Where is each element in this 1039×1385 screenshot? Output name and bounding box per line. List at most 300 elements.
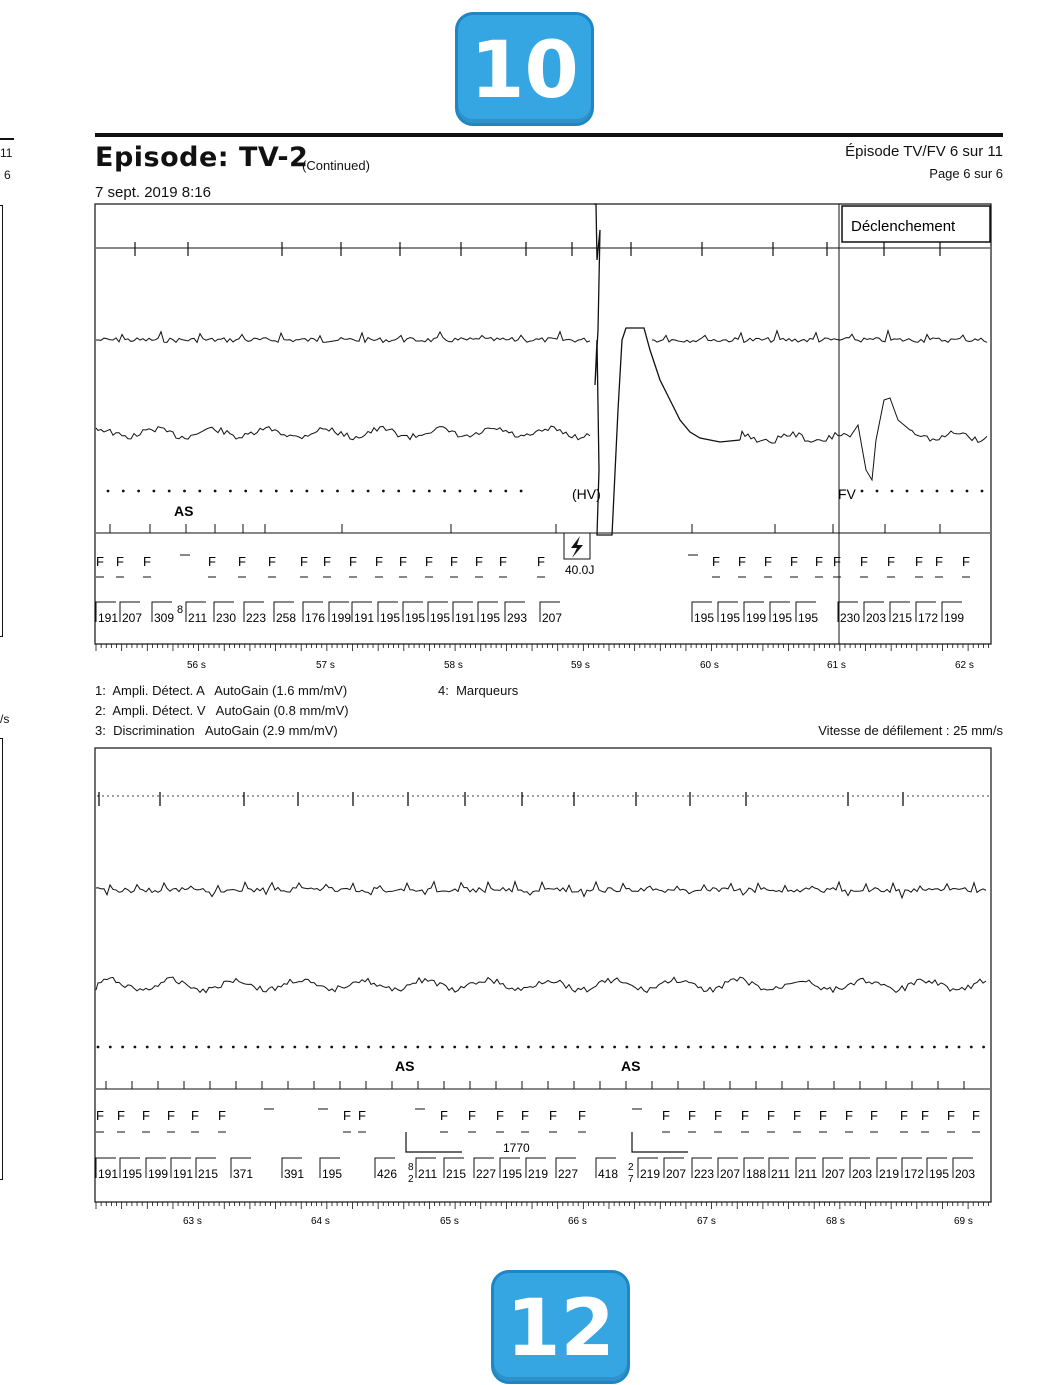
marker-dot bbox=[951, 490, 954, 493]
baseline-dot bbox=[527, 795, 528, 796]
f-marker: F bbox=[425, 554, 433, 569]
interval-value: 195 bbox=[929, 1167, 950, 1181]
baseline-dot bbox=[367, 795, 368, 796]
strip2-channel-2 bbox=[96, 882, 986, 898]
marker-dot bbox=[137, 490, 140, 493]
baseline-dot bbox=[247, 795, 248, 796]
baseline-dot bbox=[167, 795, 168, 796]
interval-value: 203 bbox=[852, 1167, 873, 1181]
interval-value: 203 bbox=[866, 611, 887, 625]
long-interval-bracket-a bbox=[406, 1132, 462, 1152]
egm-strip-2 bbox=[0, 740, 1039, 1240]
baseline-dot bbox=[707, 795, 708, 796]
interval-value: 207 bbox=[122, 611, 143, 625]
baseline-dot bbox=[887, 795, 888, 796]
axis-label: 58 s bbox=[444, 660, 463, 671]
baseline-dot bbox=[387, 795, 388, 796]
baseline-dot bbox=[307, 795, 308, 796]
baseline-dot bbox=[322, 795, 323, 796]
marker-dot bbox=[355, 1046, 358, 1049]
strip2-marker-ticks bbox=[106, 1081, 964, 1089]
interval-value: 215 bbox=[446, 1167, 467, 1181]
baseline-dot bbox=[157, 795, 158, 796]
baseline-dot bbox=[362, 795, 363, 796]
page-badge-bottom: 12 bbox=[491, 1270, 630, 1384]
legend-channel-1: 1: Ampli. Détect. A AutoGain (1.6 mm/mV) bbox=[95, 683, 348, 698]
f-marker: F bbox=[860, 554, 868, 569]
baseline-dot bbox=[807, 795, 808, 796]
baseline-dot bbox=[217, 795, 218, 796]
baseline-dot bbox=[792, 795, 793, 796]
baseline-dot bbox=[142, 795, 143, 796]
marker-dot bbox=[810, 1046, 813, 1049]
marker-dot bbox=[982, 1046, 985, 1049]
marker-dot bbox=[908, 1046, 911, 1049]
left-edge-text-2: 6 bbox=[4, 168, 11, 182]
baseline-dot bbox=[437, 795, 438, 796]
baseline-dot bbox=[712, 795, 713, 796]
marker-dot bbox=[650, 1046, 653, 1049]
strip2-small-mark-2: 2 bbox=[408, 1174, 414, 1185]
marker-dot bbox=[613, 1046, 616, 1049]
f-marker: F bbox=[208, 554, 216, 569]
interval-value: 195 bbox=[798, 611, 819, 625]
marker-dot bbox=[404, 1046, 407, 1049]
f-marker: F bbox=[921, 1108, 929, 1123]
f-marker: F bbox=[475, 554, 483, 569]
strip2-small-mark-3: 2 bbox=[628, 1162, 634, 1173]
baseline-dot bbox=[952, 795, 953, 796]
strip1-channel-3 bbox=[96, 398, 987, 480]
baseline-dot bbox=[372, 795, 373, 796]
interval-value: 223 bbox=[694, 1167, 715, 1181]
baseline-dot bbox=[882, 795, 883, 796]
episode-date: 7 sept. 2019 8:16 bbox=[95, 184, 211, 201]
baseline-dot bbox=[487, 795, 488, 796]
axis-label: 62 s bbox=[955, 660, 974, 671]
axis-label: 65 s bbox=[440, 1216, 459, 1227]
f-marker: F bbox=[117, 1108, 125, 1123]
axis-label: 67 s bbox=[697, 1216, 716, 1227]
shock-artifact bbox=[594, 204, 740, 535]
baseline-dot bbox=[552, 795, 553, 796]
f-marker: F bbox=[116, 554, 124, 569]
interval-value: 199 bbox=[746, 611, 767, 625]
interval-value: 199 bbox=[331, 611, 352, 625]
strip1-time-axis bbox=[96, 644, 989, 671]
marker-dot bbox=[891, 490, 894, 493]
f-marker: F bbox=[935, 554, 943, 569]
strip2-f-markers bbox=[96, 1108, 980, 1132]
interval-value: 172 bbox=[904, 1167, 925, 1181]
interval-value: 191 bbox=[173, 1167, 194, 1181]
axis-label: 61 s bbox=[827, 660, 846, 671]
marker-dot bbox=[601, 1046, 604, 1049]
baseline-dot bbox=[967, 795, 968, 796]
marker-dot bbox=[861, 490, 864, 493]
marker-dot bbox=[121, 1046, 124, 1049]
baseline-dot bbox=[802, 795, 803, 796]
marker-dot bbox=[244, 490, 247, 493]
baseline-dot bbox=[182, 795, 183, 796]
strip1-frame bbox=[95, 204, 991, 644]
baseline-dot bbox=[607, 795, 608, 796]
f-marker: F bbox=[845, 1108, 853, 1123]
f-marker: F bbox=[793, 1108, 801, 1123]
baseline-dot bbox=[757, 795, 758, 796]
baseline-dot bbox=[532, 795, 533, 796]
baseline-dot bbox=[797, 795, 798, 796]
interval-value: 258 bbox=[276, 611, 297, 625]
baseline-dot bbox=[492, 795, 493, 796]
baseline-dot bbox=[292, 795, 293, 796]
baseline-dot bbox=[107, 795, 108, 796]
strip2-small-mark-1: 8 bbox=[408, 1162, 414, 1173]
marker-dot bbox=[872, 1046, 875, 1049]
marker-dot bbox=[970, 1046, 973, 1049]
marker-dot bbox=[351, 490, 354, 493]
baseline-dot bbox=[542, 795, 543, 796]
interval-value: 195 bbox=[122, 1167, 143, 1181]
interval-value: 207 bbox=[825, 1167, 846, 1181]
marker-dot bbox=[736, 1046, 739, 1049]
marker-dot bbox=[859, 1046, 862, 1049]
baseline-dot bbox=[647, 795, 648, 796]
baseline-dot bbox=[207, 795, 208, 796]
baseline-dot bbox=[642, 795, 643, 796]
marker-dot bbox=[884, 1046, 887, 1049]
strip1-marker-ticks bbox=[110, 524, 940, 533]
marker-dot bbox=[343, 1046, 346, 1049]
marker-dot bbox=[576, 1046, 579, 1049]
f-marker: F bbox=[96, 554, 104, 569]
baseline-dot bbox=[912, 795, 913, 796]
strip2-channel-3 bbox=[96, 977, 986, 992]
interval-value: 230 bbox=[216, 611, 237, 625]
baseline-dot bbox=[397, 795, 398, 796]
marker-dot bbox=[589, 1046, 592, 1049]
baseline-dot bbox=[442, 795, 443, 796]
interval-value: 188 bbox=[746, 1167, 767, 1181]
baseline-dot bbox=[862, 795, 863, 796]
strip1-small-mark: 8 bbox=[177, 604, 184, 616]
marker-dot bbox=[336, 490, 339, 493]
baseline-dot bbox=[187, 795, 188, 796]
f-marker: F bbox=[962, 554, 970, 569]
baseline-dot bbox=[737, 795, 738, 796]
baseline-dot bbox=[732, 795, 733, 796]
baseline-dot bbox=[622, 795, 623, 796]
strip2-small-mark-4: 7 bbox=[628, 1174, 634, 1185]
baseline-dot bbox=[152, 795, 153, 796]
baseline-dot bbox=[927, 795, 928, 796]
marker-dot bbox=[269, 1046, 272, 1049]
baseline-dot bbox=[672, 795, 673, 796]
interval-value: 195 bbox=[322, 1167, 343, 1181]
axis-label: 68 s bbox=[826, 1216, 845, 1227]
marker-dot bbox=[675, 1046, 678, 1049]
baseline-dot bbox=[212, 795, 213, 796]
interval-value: 223 bbox=[246, 611, 267, 625]
baseline-dot bbox=[137, 795, 138, 796]
interval-value: 195 bbox=[430, 611, 451, 625]
marker-dot bbox=[504, 490, 507, 493]
axis-label: 64 s bbox=[311, 1216, 330, 1227]
marker-dot bbox=[257, 1046, 260, 1049]
strip1-ch1-spikes bbox=[135, 242, 940, 256]
marker-dot bbox=[367, 1046, 370, 1049]
baseline-dot bbox=[957, 795, 958, 796]
long-interval-bracket-b bbox=[632, 1132, 688, 1152]
baseline-dot bbox=[417, 795, 418, 796]
legend-channel-4: 4: Marqueurs bbox=[438, 683, 519, 698]
baseline-dot bbox=[897, 795, 898, 796]
marker-dot bbox=[503, 1046, 506, 1049]
baseline-dot bbox=[652, 795, 653, 796]
f-marker: F bbox=[399, 554, 407, 569]
marker-dot bbox=[699, 1046, 702, 1049]
f-marker: F bbox=[96, 1108, 104, 1123]
baseline-dot bbox=[562, 795, 563, 796]
baseline-dot bbox=[722, 795, 723, 796]
baseline-dot bbox=[192, 795, 193, 796]
baseline-dot bbox=[892, 795, 893, 796]
f-marker: F bbox=[972, 1108, 980, 1123]
baseline-dot bbox=[677, 795, 678, 796]
interval-value: 199 bbox=[148, 1167, 169, 1181]
strip2-marker-dots bbox=[97, 1046, 985, 1049]
marker-dot bbox=[638, 1046, 641, 1049]
marker-dot bbox=[183, 490, 186, 493]
baseline-dot bbox=[132, 795, 133, 796]
f-marker: F bbox=[521, 1108, 529, 1123]
baseline-dot bbox=[687, 795, 688, 796]
baseline-dot bbox=[592, 795, 593, 796]
baseline-dot bbox=[752, 795, 753, 796]
marker-dot bbox=[847, 1046, 850, 1049]
f-marker: F bbox=[142, 1108, 150, 1123]
baseline-dot bbox=[817, 795, 818, 796]
baseline-dot bbox=[587, 795, 588, 796]
baseline-dot bbox=[962, 795, 963, 796]
interval-value: 191 bbox=[455, 611, 476, 625]
baseline-dot bbox=[412, 795, 413, 796]
baseline-dot bbox=[502, 795, 503, 796]
f-marker: F bbox=[887, 554, 895, 569]
baseline-dot bbox=[477, 795, 478, 796]
baseline-dot bbox=[692, 795, 693, 796]
baseline-dot bbox=[422, 795, 423, 796]
interval-value: 227 bbox=[558, 1167, 579, 1181]
page-badge-top: 10 bbox=[455, 12, 594, 126]
interval-value: 191 bbox=[98, 1167, 119, 1181]
f-marker: F bbox=[833, 554, 841, 569]
axis-label: 56 s bbox=[187, 660, 206, 671]
baseline-dot bbox=[782, 795, 783, 796]
baseline-dot bbox=[327, 795, 328, 796]
axis-label: 60 s bbox=[700, 660, 719, 671]
baseline-dot bbox=[432, 795, 433, 796]
marker-dot bbox=[380, 1046, 383, 1049]
interval-value: 227 bbox=[476, 1167, 497, 1181]
baseline-dot bbox=[942, 795, 943, 796]
axis-label: 57 s bbox=[316, 660, 335, 671]
baseline-dot bbox=[932, 795, 933, 796]
baseline-dot bbox=[657, 795, 658, 796]
f-marker: F bbox=[688, 1108, 696, 1123]
interval-value: 309 bbox=[154, 611, 175, 625]
baseline-dot bbox=[497, 795, 498, 796]
marker-dot bbox=[835, 1046, 838, 1049]
baseline-dot bbox=[557, 795, 558, 796]
marker-dot bbox=[474, 490, 477, 493]
baseline-dot bbox=[772, 795, 773, 796]
baseline-dot bbox=[102, 795, 103, 796]
interval-value: 195 bbox=[772, 611, 793, 625]
marker-dot bbox=[773, 1046, 776, 1049]
baseline-dot bbox=[907, 795, 908, 796]
f-marker: F bbox=[450, 554, 458, 569]
baseline-dot bbox=[762, 795, 763, 796]
baseline-dot bbox=[447, 795, 448, 796]
baseline-dot bbox=[357, 795, 358, 796]
marker-dot bbox=[198, 490, 201, 493]
marker-dot bbox=[489, 490, 492, 493]
baseline-dot bbox=[582, 795, 583, 796]
left-edge-text-3: /s bbox=[0, 712, 10, 726]
baseline-dot bbox=[717, 795, 718, 796]
marker-dot bbox=[429, 1046, 432, 1049]
f-marker: F bbox=[440, 1108, 448, 1123]
f-marker: F bbox=[947, 1108, 955, 1123]
interval-value: 215 bbox=[198, 1167, 219, 1181]
page-number: Page 6 sur 6 bbox=[929, 166, 1003, 181]
baseline-dot bbox=[267, 795, 268, 796]
f-marker: F bbox=[191, 1108, 199, 1123]
episode-title: Episode: TV-2 bbox=[95, 142, 309, 173]
marker-dot bbox=[392, 1046, 395, 1049]
baseline-dot bbox=[612, 795, 613, 796]
baseline-dot bbox=[822, 795, 823, 796]
baseline-dot bbox=[237, 795, 238, 796]
marker-dot bbox=[749, 1046, 752, 1049]
f-marker: F bbox=[167, 1108, 175, 1123]
marker-dot bbox=[936, 490, 939, 493]
marker-dot bbox=[367, 490, 370, 493]
marker-dot bbox=[158, 1046, 161, 1049]
baseline-dot bbox=[977, 795, 978, 796]
baseline-dot bbox=[127, 795, 128, 796]
interval-value: 211 bbox=[771, 1167, 791, 1181]
baseline-dot bbox=[382, 795, 383, 796]
f-marker: F bbox=[738, 554, 746, 569]
interval-value: 172 bbox=[918, 611, 939, 625]
marker-dot bbox=[318, 1046, 321, 1049]
marker-dot bbox=[306, 1046, 309, 1049]
as-label-strip2-b: AS bbox=[621, 1058, 641, 1074]
baseline-dot bbox=[617, 795, 618, 796]
f-marker: F bbox=[712, 554, 720, 569]
baseline-dot bbox=[312, 795, 313, 796]
as-label-strip2-a: AS bbox=[395, 1058, 415, 1074]
marker-dot bbox=[459, 490, 462, 493]
long-interval-label: 1770 bbox=[503, 1141, 530, 1155]
marker-dot bbox=[520, 490, 523, 493]
interval-value: 371 bbox=[233, 1167, 254, 1181]
baseline-dot bbox=[947, 795, 948, 796]
baseline-dot bbox=[392, 795, 393, 796]
baseline-dot bbox=[702, 795, 703, 796]
marker-dot bbox=[906, 490, 909, 493]
interval-value: 219 bbox=[879, 1167, 900, 1181]
legend-channel-2: 2: Ampli. Détect. V AutoGain (0.8 mm/mV) bbox=[95, 703, 349, 718]
f-marker: F bbox=[300, 554, 308, 569]
shock-energy: 40.0J bbox=[565, 563, 595, 577]
marker-dot bbox=[921, 490, 924, 493]
marker-dot bbox=[306, 490, 309, 493]
strip1-channel-2 bbox=[96, 331, 987, 343]
interval-value: 418 bbox=[598, 1167, 619, 1181]
baseline-dot bbox=[347, 795, 348, 796]
baseline-dot bbox=[427, 795, 428, 796]
f-marker: F bbox=[815, 554, 823, 569]
baseline-dot bbox=[777, 795, 778, 796]
baseline-dot bbox=[272, 795, 273, 796]
marker-dot bbox=[122, 490, 125, 493]
marker-dot bbox=[170, 1046, 173, 1049]
baseline-dot bbox=[122, 795, 123, 796]
marker-dot bbox=[921, 1046, 924, 1049]
continued-label: (Continued) bbox=[302, 158, 370, 173]
interval-value: 211 bbox=[418, 1167, 438, 1181]
baseline-dot bbox=[197, 795, 198, 796]
strip2-intervals bbox=[96, 1158, 975, 1181]
baseline-dot bbox=[482, 795, 483, 796]
baseline-dot bbox=[667, 795, 668, 796]
trigger-label: Déclenchement bbox=[851, 218, 956, 235]
f-marker: F bbox=[499, 554, 507, 569]
marker-dot bbox=[933, 1046, 936, 1049]
interval-value: 426 bbox=[377, 1167, 398, 1181]
scroll-speed: Vitesse de défilement : 25 mm/s bbox=[818, 723, 1003, 738]
baseline-dot bbox=[937, 795, 938, 796]
baseline-dot bbox=[162, 795, 163, 796]
interval-value: 191 bbox=[98, 611, 119, 625]
marker-dot bbox=[260, 490, 263, 493]
marker-dot bbox=[798, 1046, 801, 1049]
baseline-dot bbox=[227, 795, 228, 796]
legend-channel-3: 3: Discrimination AutoGain (2.9 mm/mV) bbox=[95, 723, 338, 738]
marker-dot bbox=[321, 490, 324, 493]
baseline-dot bbox=[172, 795, 173, 796]
baseline-dot bbox=[337, 795, 338, 796]
interval-value: 195 bbox=[480, 611, 501, 625]
f-marker: F bbox=[915, 554, 923, 569]
interval-value: 207 bbox=[666, 1167, 687, 1181]
marker-dot bbox=[153, 490, 156, 493]
interval-value: 211 bbox=[188, 611, 208, 625]
marker-dot bbox=[958, 1046, 961, 1049]
f-marker: F bbox=[767, 1108, 775, 1123]
baseline-dot bbox=[577, 795, 578, 796]
marker-dot bbox=[785, 1046, 788, 1049]
f-marker: F bbox=[496, 1108, 504, 1123]
marker-dot bbox=[527, 1046, 530, 1049]
baseline-dot bbox=[402, 795, 403, 796]
interval-value: 207 bbox=[720, 1167, 741, 1181]
baseline-dot bbox=[632, 795, 633, 796]
marker-dot bbox=[724, 1046, 727, 1049]
